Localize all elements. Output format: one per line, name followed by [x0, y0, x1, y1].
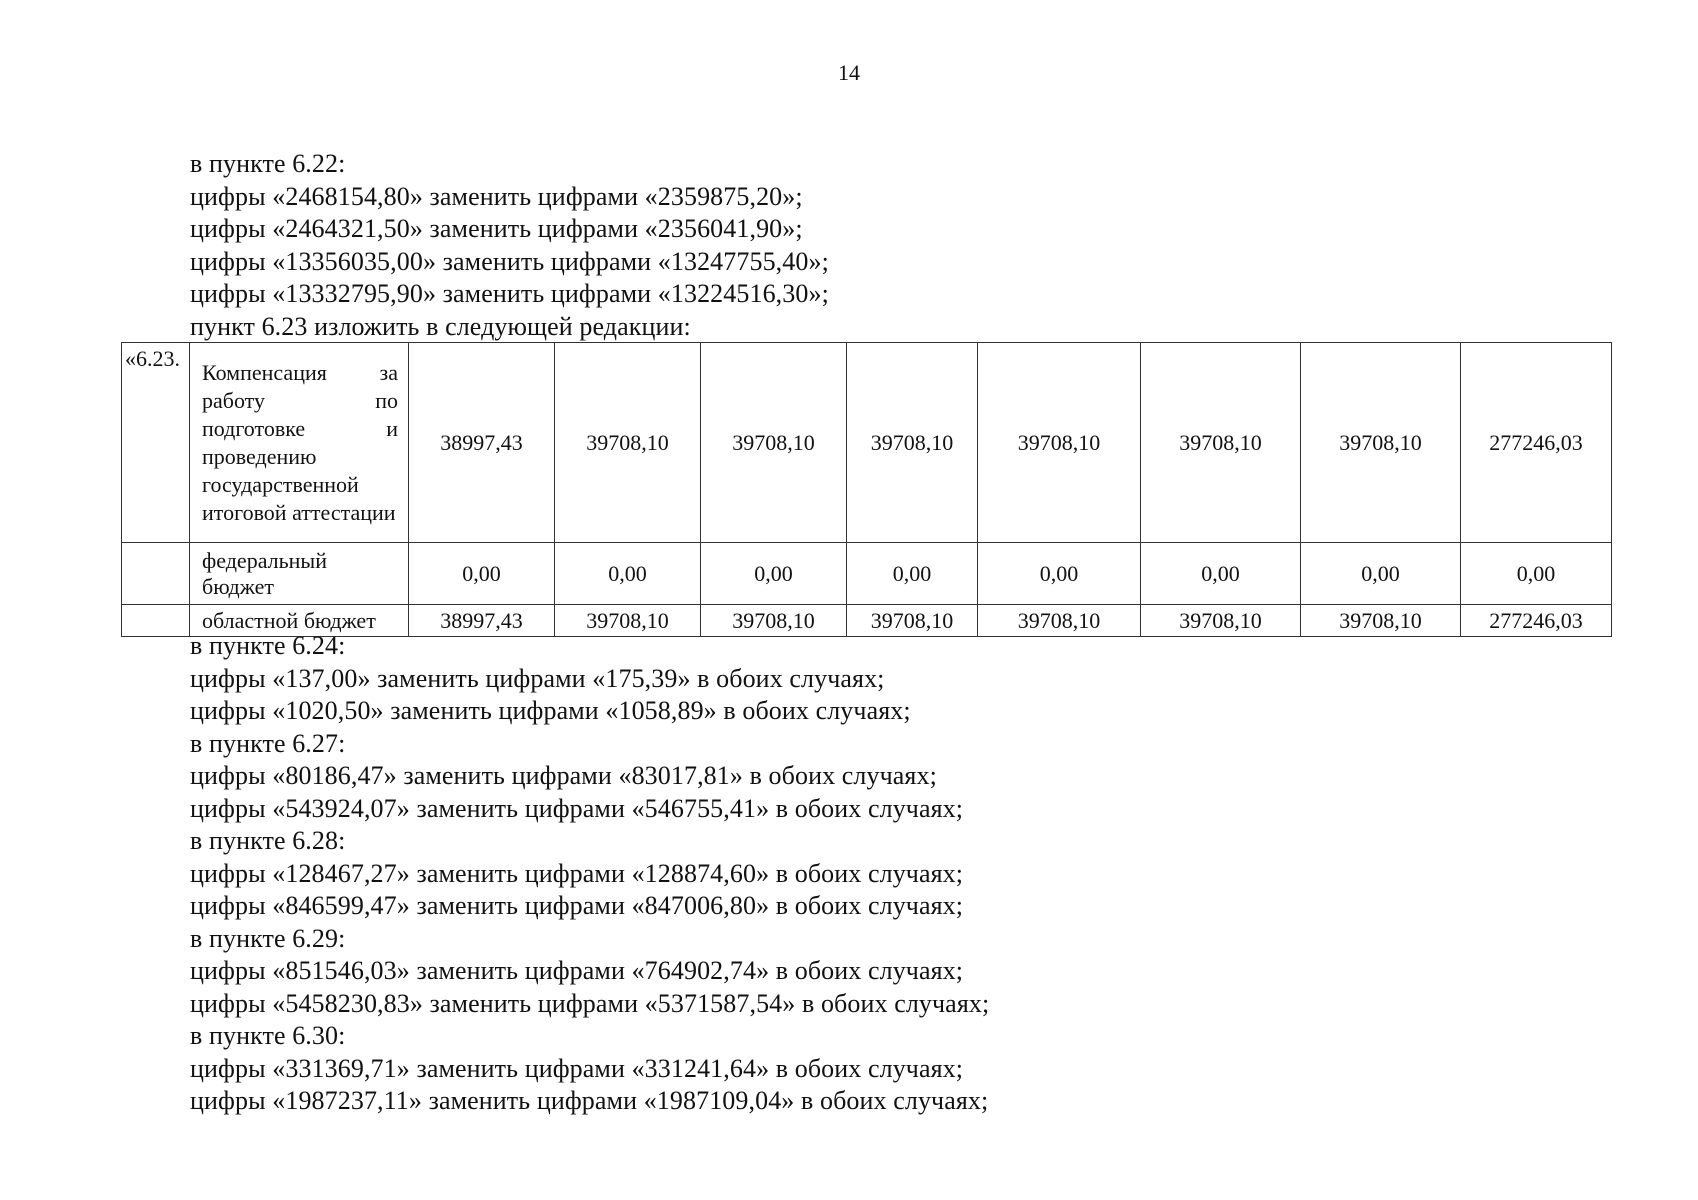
text-line: в пункте 6.28: — [190, 826, 346, 855]
text-line: цифры «13332795,90» заменить цифрами «13224516,30»; — [190, 279, 829, 308]
text-line: цифры «846599,47» заменить цифрами «847006,80» в обоих случаях; — [190, 891, 964, 920]
text-line: цифры «13356035,00» заменить цифрами «13247755,40»; — [190, 246, 829, 276]
row-number-cell — [122, 543, 190, 605]
amendments-block-6-24-6-30 — [190, 630, 1390, 1118]
text-line: цифры «5458230,83» заменить цифрами «5371587,54» в обоих случаях; — [190, 988, 990, 1018]
value-cell: 39708,10 — [978, 343, 1141, 543]
table-row — [122, 543, 1612, 605]
table-row — [122, 343, 1612, 543]
value-cell: 0,00 — [847, 543, 978, 605]
row-name-cell — [190, 343, 409, 543]
value-cell: 39708,10 — [1141, 605, 1301, 637]
text-line: цифры «2464321,50» заменить цифрами «2356041,90»; — [190, 214, 803, 243]
text-line: цифры «1020,50» заменить цифрами «1058,89» в обоих случаях; — [190, 696, 911, 725]
value-cell: 39708,10 — [978, 605, 1141, 637]
text-line: цифры «2468154,80» заменить цифрами «2359875,20»; — [190, 181, 803, 211]
row-number-cell — [122, 605, 190, 637]
value-cell: 39708,10 — [555, 605, 701, 637]
text-line: в пункте 6.27: — [190, 728, 346, 758]
value-cell: 39708,10 — [1301, 605, 1461, 637]
value-cell: 0,00 — [1301, 543, 1461, 605]
total-value-cell: 277246,03 — [1461, 605, 1612, 637]
text-line: цифры «331369,71» заменить цифрами «331241,64» в обоих случаях; — [190, 1053, 964, 1083]
text-line: цифры «80186,47» заменить цифрами «83017,81» в обоих случаях; — [190, 761, 937, 790]
value-cell: 39708,10 — [555, 343, 701, 543]
text-line: в пункте 6.29: — [190, 923, 346, 953]
value-cell: 0,00 — [978, 543, 1141, 605]
value-cell: 39708,10 — [1141, 343, 1301, 543]
total-value-cell: 277246,03 — [1461, 343, 1612, 543]
text-line: цифры «1987237,11» заменить цифрами «1987109,04» в обоих случаях; — [190, 1086, 989, 1115]
row-name-cell — [190, 543, 409, 605]
total-value-cell: 0,00 — [1461, 543, 1612, 605]
text-line: в пункте 6.22: — [190, 149, 346, 178]
row-name-text: областной бюджет — [202, 607, 376, 633]
text-line: цифры «137,00» заменить цифрами «175,39» в обоих случаях; — [190, 663, 885, 693]
row-name-text: федеральный бюджет — [202, 547, 327, 599]
value-cell: 39708,10 — [701, 343, 847, 543]
text-line: цифры «128467,27» заменить цифрами «128874,60» в обоих случаях; — [190, 858, 964, 888]
text-line: пункт 6.23 изложить в следующей редакции: — [190, 311, 691, 341]
budget-table — [121, 342, 1612, 637]
value-cell: 0,00 — [409, 543, 555, 605]
text-line: цифры «543924,07» заменить цифрами «546755,41» в обоих случаях; — [190, 793, 964, 823]
value-cell: 39708,10 — [847, 605, 978, 637]
row-number-cell: «6.23. — [122, 343, 190, 543]
amendments-block-6-22 — [190, 148, 1390, 343]
value-cell: 39708,10 — [1301, 343, 1461, 543]
value-cell: 38997,43 — [409, 343, 555, 543]
value-cell: 0,00 — [1141, 543, 1301, 605]
text-line: в пункте 6.30: — [190, 1021, 346, 1050]
value-cell: 0,00 — [555, 543, 701, 605]
text-line: в пункте 6.24: — [190, 631, 346, 660]
value-cell: 0,00 — [701, 543, 847, 605]
value-cell: 38997,43 — [409, 605, 555, 637]
value-cell: 39708,10 — [847, 343, 978, 543]
page-number: 14 — [838, 60, 860, 85]
text-line: цифры «851546,03» заменить цифрами «764902,74» в обоих случаях; — [190, 956, 964, 985]
row-name-text: Компенсация за работу по подготовке и проведению государственной итоговой аттестации — [202, 359, 398, 525]
value-cell: 39708,10 — [701, 605, 847, 637]
